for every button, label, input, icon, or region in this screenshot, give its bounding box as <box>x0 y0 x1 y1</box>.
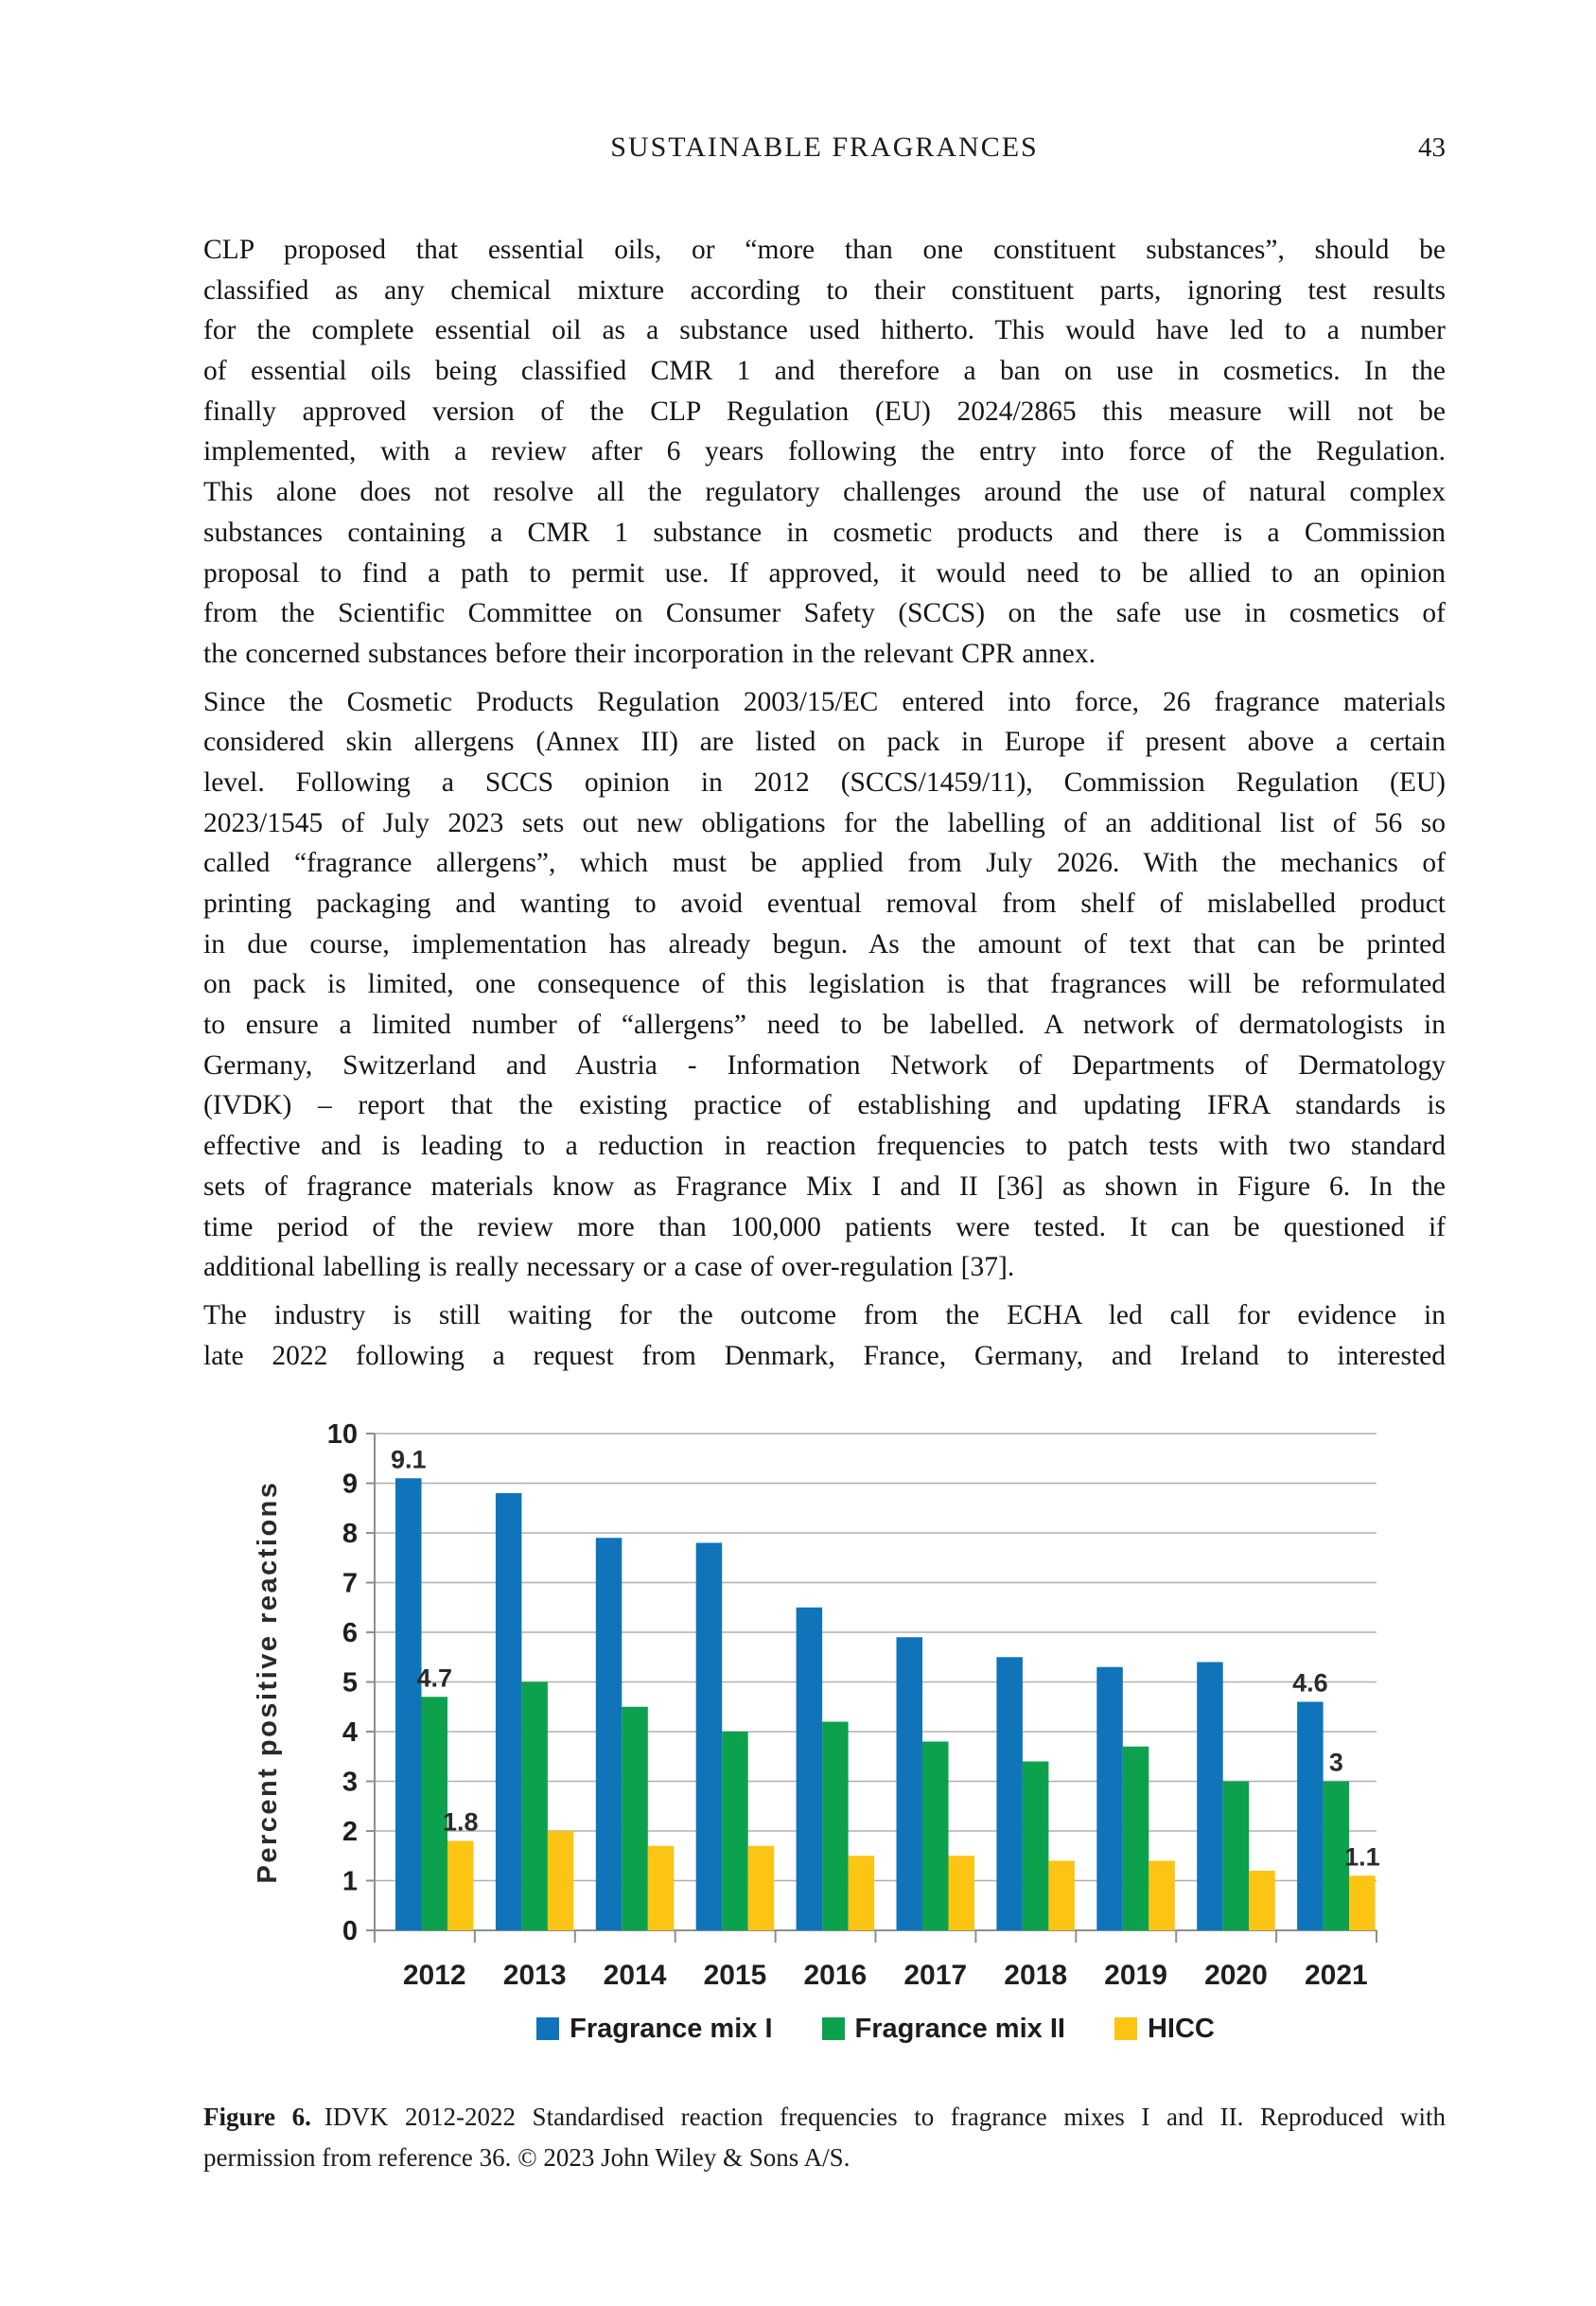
bar-fragrance-mix-ii-2016 <box>822 1722 849 1931</box>
bar-hicc-2014 <box>648 1846 675 1930</box>
bar-fragrance-mix-i-2012 <box>395 1478 422 1930</box>
page-header <box>203 127 1446 168</box>
paragraph-line: effective and is leading to a reduction in reaction frequencies to patch tests with two standard <box>203 1131 1446 1162</box>
paragraph-line: the concerned substances before their incorporation in the relevant CPR annex. <box>203 638 1096 669</box>
paragraph-line: of essential oils being classified CMR 1 and therefore a ban on use in cosmetics. In the <box>203 356 1446 387</box>
body-text <box>203 230 1446 1376</box>
paragraph-line: from the Scientific Committee on Consumer Safety (SCCS) on the safe use in cosmetics of <box>203 598 1446 629</box>
figure-chart <box>218 1377 1476 2096</box>
bar-fragrance-mix-i-2015 <box>696 1543 723 1931</box>
bar-value-label: 3 <box>1328 1748 1343 1777</box>
bar-hicc-2020 <box>1249 1871 1275 1930</box>
bar-hicc-2013 <box>548 1831 574 1930</box>
paragraph-line: on pack is limited, one consequence of this legislation is that fragrances will be reformulated <box>203 969 1446 1000</box>
bar-value-label: 4.7 <box>416 1663 453 1693</box>
figure-caption-label: Figure 6. <box>203 2103 311 2131</box>
bar-hicc-2015 <box>748 1846 775 1930</box>
paragraph <box>203 1295 1446 1376</box>
y-tick-label: 1 <box>342 1866 358 1897</box>
chart-legend <box>375 2010 1377 2048</box>
paragraph-line: Germany, Switzerland and Austria - Information Network of Departments of Dermatology <box>203 1049 1446 1081</box>
y-tick-label: 9 <box>342 1469 358 1500</box>
page-number: 43 <box>1418 132 1446 163</box>
bar-fragrance-mix-i-2017 <box>897 1637 923 1930</box>
paragraph <box>203 682 1446 1288</box>
paragraph-line: time period of the review more than 100,000 patients were tested. It can be questioned if <box>203 1211 1446 1242</box>
x-tick-label: 2014 <box>603 1960 667 1991</box>
paragraph-line: in due course, implementation has already begun. As the amount of text that can be printed <box>203 928 1446 959</box>
y-tick-label: 2 <box>342 1817 358 1847</box>
legend-item <box>536 2014 772 2045</box>
bar-hicc-2019 <box>1149 1861 1175 1931</box>
legend-swatch-icon <box>1114 2017 1137 2040</box>
legend-label: HICC <box>1147 2013 1215 2044</box>
bar-fragrance-mix-i-2019 <box>1096 1667 1123 1930</box>
y-axis-title: Percent positive reactions <box>253 1480 283 1884</box>
legend-item <box>822 2014 1065 2045</box>
x-tick-label: 2020 <box>1204 1960 1268 1991</box>
figure-caption-line2: permission from reference 36. © 2023 John Wiley & Sons A/S. <box>203 2143 851 2172</box>
y-tick-label: 3 <box>342 1767 358 1798</box>
y-tick-label: 0 <box>342 1916 358 1946</box>
x-tick-label: 2021 <box>1304 1960 1368 1991</box>
bar-fragrance-mix-i-2016 <box>797 1608 823 1930</box>
paragraph-line: implemented, with a review after 6 years following the entry into force of the Regulation. <box>203 436 1446 467</box>
y-tick-label: 7 <box>342 1568 358 1599</box>
bar-fragrance-mix-ii-2017 <box>922 1742 949 1931</box>
paragraph-line: to ensure a limited number of “allergens” need to be labelled. A network of dermatologists in <box>203 1010 1446 1041</box>
bar-fragrance-mix-ii-2018 <box>1023 1762 1049 1931</box>
bar-hicc-2016 <box>849 1856 875 1930</box>
bar-fragrance-mix-ii-2015 <box>722 1732 748 1930</box>
paragraph-line: Since the Cosmetic Products Regulation 2003/15/EC entered into force, 26 fragrance materials <box>203 686 1446 717</box>
bar-fragrance-mix-ii-2013 <box>521 1682 548 1931</box>
paragraph-line: proposal to find a path to permit use. If approved, it would need to be allied to an opinion <box>203 557 1446 589</box>
legend-item <box>1114 2014 1215 2045</box>
paragraph-line: additional labelling is really necessary or a case of over-regulation [37]. <box>203 1252 1015 1283</box>
paragraph-line: printing packaging and wanting to avoid eventual removal from shelf of mislabelled product <box>203 889 1446 919</box>
y-tick-label: 4 <box>342 1717 358 1748</box>
legend-label: Fragrance mix II <box>854 2013 1065 2044</box>
paragraph-line: late 2022 following a request from Denmark, France, Germany, and Ireland to interested <box>203 1340 1446 1371</box>
paragraph-line: 2023/1545 of July 2023 sets out new obligations for the labelling of an additional list of 56 so <box>203 807 1446 838</box>
bar-fragrance-mix-i-2020 <box>1197 1663 1223 1931</box>
bar-hicc-2018 <box>1048 1861 1075 1931</box>
x-tick-label: 2019 <box>1104 1960 1167 1991</box>
paragraph-line: (IVDK) – report that the existing practice of establishing and updating IFRA standards is <box>203 1090 1446 1121</box>
paragraph-line: sets of fragrance materials know as Fragrance Mix I and II [36] as shown in Figure 6. In the <box>203 1171 1446 1202</box>
paragraph-line: called “fragrance allergens”, which must be applied from July 2026. With the mechanics of <box>203 848 1446 879</box>
x-tick-label: 2016 <box>803 1960 868 1991</box>
y-tick-label: 5 <box>342 1667 358 1699</box>
bar-hicc-2012 <box>447 1841 474 1931</box>
bar-fragrance-mix-i-2014 <box>596 1538 623 1930</box>
legend-swatch-icon <box>536 2017 559 2040</box>
figure-caption-text: IDVK 2012-2022 Standardised reaction frequencies to fragrance mixes I and II. Reproduced with <box>324 2103 1446 2131</box>
x-tick-label: 2013 <box>502 1960 567 1991</box>
bar-value-label: 1.8 <box>442 1807 479 1837</box>
bar-fragrance-mix-i-2021 <box>1297 1702 1324 1931</box>
paragraph-line: for the complete essential oil as a substance used hitherto. This would have led to a number <box>203 315 1446 346</box>
bar-fragrance-mix-i-2013 <box>496 1493 522 1930</box>
y-tick-label: 8 <box>342 1519 358 1549</box>
x-tick-label: 2012 <box>402 1960 466 1991</box>
bar-hicc-2017 <box>949 1856 975 1930</box>
y-tick-label: 6 <box>342 1618 358 1648</box>
legend-label: Fragrance mix I <box>570 2013 773 2044</box>
paragraph-line: This alone does not resolve all the regulatory challenges around the use of natural complex <box>203 477 1446 508</box>
paragraph <box>203 230 1446 675</box>
paragraph-line: The industry is still waiting for the outcome from the ECHA led call for evidence in <box>203 1299 1446 1330</box>
paragraph-line: considered skin allergens (Annex III) are listed on pack in Europe if present above a certain <box>203 727 1446 758</box>
bar-value-label: 9.1 <box>390 1445 427 1474</box>
paragraph-line: level. Following a SCCS opinion in 2012 (SCCS/1459/11), Commission Regulation (EU) <box>203 766 1446 798</box>
paragraph-line: substances containing a CMR 1 substance in cosmetic products and there is a Commission <box>203 517 1446 548</box>
bar-fragrance-mix-ii-2019 <box>1123 1747 1149 1930</box>
bar-value-label: 4.6 <box>1292 1668 1328 1698</box>
x-tick-label: 2018 <box>1004 1960 1068 1991</box>
x-tick-label: 2015 <box>703 1960 767 1991</box>
figure-caption <box>203 2097 1446 2178</box>
figure-caption-line1 <box>203 2097 1446 2138</box>
bar-hicc-2021 <box>1349 1875 1376 1930</box>
paragraph-line: CLP proposed that essential oils, or “more than one constituent substances”, should be <box>203 235 1446 265</box>
bar-value-label: 1.1 <box>1344 1842 1380 1872</box>
running-head-title: SUSTAINABLE FRAGRANCES <box>610 132 1039 163</box>
x-tick-label: 2017 <box>903 1960 968 1991</box>
paragraph-line: finally approved version of the CLP Regulation (EU) 2024/2865 this measure will not be <box>203 396 1446 427</box>
bar-fragrance-mix-ii-2020 <box>1223 1782 1250 1931</box>
bar-fragrance-mix-i-2018 <box>996 1657 1023 1930</box>
legend-swatch-icon <box>822 2017 845 2040</box>
y-tick-label: 10 <box>326 1419 358 1450</box>
bar-fragrance-mix-ii-2014 <box>622 1707 648 1930</box>
paragraph-line: classified as any chemical mixture according to their constituent parts, ignoring test results <box>203 274 1446 306</box>
